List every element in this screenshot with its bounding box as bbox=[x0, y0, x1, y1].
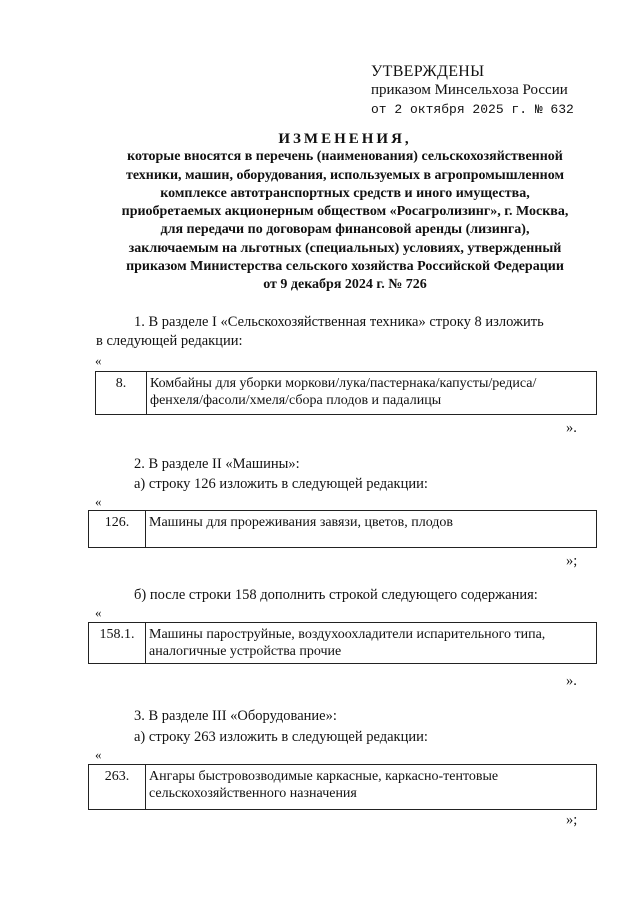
document-title bbox=[60, 130, 630, 295]
row-text bbox=[146, 765, 597, 810]
row-text-line: Ангары быстровозводимые каркасные, каркасно-тентовые bbox=[149, 769, 499, 784]
title-line: заключаемым на льготных (специальных) условиях, утвержденный bbox=[128, 240, 562, 256]
title-line: комплексе автотранспортных средств и иного имущества, bbox=[160, 185, 530, 201]
approval-date: от 2 октября 2025 г. № 632 bbox=[371, 102, 574, 117]
paragraph-2: 2. В разделе II «Машины»: bbox=[134, 456, 300, 472]
approval-order: приказом Минсельхоза России bbox=[371, 82, 568, 98]
table-row bbox=[95, 371, 597, 415]
row-text-line: сельскохозяйственного назначения bbox=[149, 786, 357, 801]
paragraph-2a: а) строку 126 изложить в следующей редакции: bbox=[134, 476, 428, 492]
title-line: для передачи по договорам финансовой аренды (лизинга), bbox=[160, 222, 530, 238]
open-quote: « bbox=[95, 353, 102, 368]
row-text-line: Машины пароструйные, воздухоохладители испарительного типа, bbox=[149, 627, 546, 642]
table-row bbox=[88, 764, 597, 810]
title-line: приобретаемых акционерным обществом «Росагролизинг», г. Москва, bbox=[121, 204, 569, 220]
open-quote: « bbox=[95, 494, 102, 509]
row-number: 8. bbox=[96, 372, 147, 415]
row-text bbox=[146, 511, 597, 548]
paragraph-3a: а) строку 263 изложить в следующей редакции: bbox=[134, 729, 428, 745]
title-line: приказом Министерства сельского хозяйства Российской Федерации bbox=[126, 259, 564, 275]
close-quote: ». bbox=[566, 673, 577, 689]
row-text-line: фенхеля/фасоли/хмеля/сбора плодов и падалицы bbox=[150, 393, 442, 408]
paragraph-2b: б) после строки 158 дополнить строкой следующего содержания: bbox=[134, 587, 538, 603]
title-line: техники, машин, оборудования, используемых в агропромышленном bbox=[125, 167, 565, 183]
row-text-line: Машины для прореживания завязи, цветов, плодов bbox=[149, 515, 454, 530]
row-number: 263. bbox=[89, 765, 146, 810]
title-line: которые вносятся в перечень (наименования) сельскохозяйственной bbox=[127, 149, 563, 165]
row-number: 126. bbox=[89, 511, 146, 548]
open-quote: « bbox=[95, 747, 102, 762]
close-quote: »; bbox=[566, 553, 578, 569]
approval-heading: УТВЕРЖДЕНЫ bbox=[371, 63, 485, 80]
row-number: 158.1. bbox=[89, 623, 146, 664]
close-quote: »; bbox=[566, 812, 578, 828]
paragraph-1-line2: в следующей редакции: bbox=[96, 333, 243, 349]
title-line: ИЗМЕНЕНИЯ, bbox=[278, 131, 412, 147]
title-line: от 9 декабря 2024 г. № 726 bbox=[263, 277, 427, 293]
row-text bbox=[146, 623, 597, 664]
table-row bbox=[88, 510, 597, 548]
row-text bbox=[147, 372, 597, 415]
row-text-line: аналогичные устройства прочие bbox=[149, 644, 342, 659]
paragraph-3: 3. В разделе III «Оборудование»: bbox=[134, 708, 337, 724]
approval-block bbox=[371, 62, 574, 119]
paragraph-1-line1: 1. В разделе I «Сельскохозяйственная техника» строку 8 изложить bbox=[134, 314, 544, 330]
row-text-line: Комбайны для уборки моркови/лука/пастернака/капусты/редиса/ bbox=[150, 376, 537, 391]
close-quote: ». bbox=[566, 420, 577, 436]
table-row bbox=[88, 622, 597, 664]
open-quote: « bbox=[95, 605, 102, 620]
